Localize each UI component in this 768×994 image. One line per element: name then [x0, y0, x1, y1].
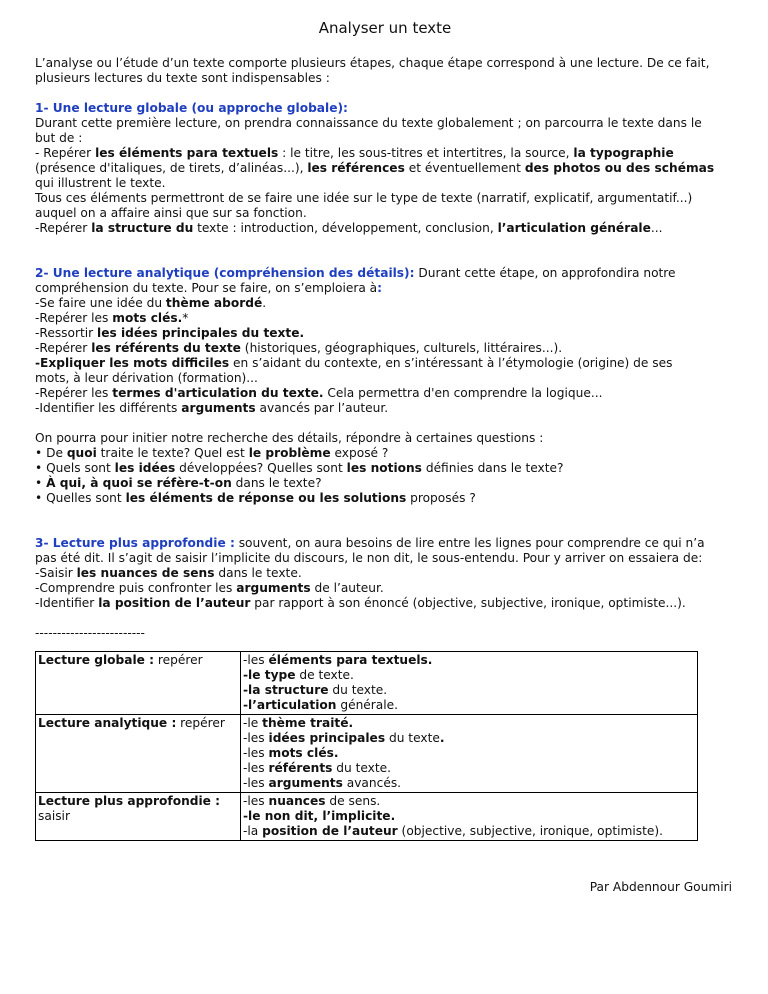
text-run: idées principales [268, 731, 386, 745]
text-run: . [262, 296, 267, 310]
text-run: en s’aidant du contexte, en s’intéressant à l’étymologie (origine) de ses [229, 356, 673, 370]
text-run: nuances [268, 794, 326, 808]
section-2-line [35, 296, 735, 311]
questions-intro: On pourra pour initier notre recherche des détails, répondre à certaines questions : [35, 431, 544, 445]
text-run: -les [243, 653, 269, 667]
text-run: par rapport à son énoncé (objective, subjective, ironique, optimiste...). [250, 596, 686, 610]
intro-line: L’analyse ou l’étude d’un texte comporte plusieurs étapes, chaque étape correspond à une lecture. De ce fait, [35, 56, 710, 70]
text-run: -Se faire une idée du [35, 296, 166, 310]
page-title: Analyser un texte [318, 19, 452, 37]
section-1-line: but de : [35, 131, 83, 145]
text-run: (présence d'italiques, de tirets, d’alinéas...), [35, 161, 308, 175]
text-run: -les [243, 776, 269, 790]
text-run: traite le texte? Quel est [96, 446, 249, 460]
table-item [243, 746, 695, 761]
table-item [243, 761, 695, 776]
section-1-line [35, 146, 735, 161]
text-run: les éléments de réponse ou les solutions [125, 491, 407, 505]
text-run: mots, à leur dérivation (formation)... [35, 371, 258, 385]
table-cell-reading-type [36, 793, 241, 841]
table-row [36, 652, 698, 715]
section-2-line [35, 371, 735, 386]
text-run: -Identifier [35, 596, 99, 610]
text-run: les éléments para textuels [95, 146, 279, 160]
text-run: repérer [154, 653, 203, 667]
text-run: avancés. [342, 776, 402, 790]
text-run: arguments [268, 776, 343, 790]
section-2-line [35, 341, 735, 356]
table-item [243, 776, 695, 791]
text-run: arguments [236, 581, 311, 595]
section-1-line [35, 161, 735, 176]
question-item [35, 446, 735, 461]
text-run: mots clés. [268, 746, 339, 760]
text-run: du texte. [332, 761, 392, 775]
text-run: la position de l’auteur [98, 596, 251, 610]
section-2-heading-rest: Durant cette étape, on approfondira notre [414, 266, 676, 280]
table-item [243, 668, 695, 683]
summary-table [35, 651, 698, 841]
table-item [243, 824, 695, 839]
text-run: dans le texte? [231, 476, 322, 490]
section-2-line [35, 311, 735, 326]
table-cell-items [241, 715, 698, 793]
text-run: développées? Quelles sont [175, 461, 347, 475]
table-cell-reading-type [36, 652, 241, 715]
section-3-line [35, 596, 735, 611]
section-3-heading-rest: souvent, on aura besoins de lire entre les lignes pour comprendre ce qui n’a [234, 536, 705, 550]
section-2-line [35, 281, 735, 296]
table-item [243, 809, 695, 824]
text-run: -le [243, 716, 263, 730]
text-run: Lecture globale : [38, 653, 155, 667]
table-cell-reading-type [36, 715, 241, 793]
text-run: (objective, subjective, ironique, optimiste). [397, 824, 664, 838]
table-row [36, 793, 698, 841]
text-run: -Repérer [35, 341, 92, 355]
text-run: : le titre, les sous-titres et intertitres, la source, [278, 146, 574, 160]
section-2-heading-line [35, 266, 735, 281]
text-run: position de l’auteur [262, 824, 398, 838]
text-run: des photos ou des schémas [524, 161, 715, 175]
table-item [243, 716, 695, 731]
text-run: arguments [181, 401, 256, 415]
section-2-list [35, 296, 735, 416]
text-run: et éventuellement [404, 161, 525, 175]
text-run: • De [35, 446, 67, 460]
text-run: -les [243, 761, 269, 775]
text-run: définies dans le texte? [421, 461, 564, 475]
text-run: . [439, 731, 445, 745]
section-3-heading: 3- Lecture plus approfondie : [35, 536, 235, 550]
section-2-line [35, 356, 735, 371]
signature: Par Abdennour Goumiri [589, 880, 732, 894]
text-run: du texte. [328, 683, 388, 697]
section-3-heading-line [35, 536, 735, 551]
text-run: thème traité. [262, 716, 354, 730]
question-item [35, 476, 735, 491]
section-1-line: auquel on a affaire ainsi que sur sa fonction. [35, 206, 307, 220]
text-run: Lecture analytique : [38, 716, 177, 730]
section-2-colon: : [377, 281, 383, 295]
text-run: -l’articulation [243, 698, 337, 712]
text-run: les idées [114, 461, 176, 475]
section-2-line [35, 326, 735, 341]
table-item [243, 731, 695, 746]
text-run: -les [243, 746, 269, 760]
section-1-heading: 1- Une lecture globale (ou approche globale): [35, 101, 348, 115]
text-run: proposés ? [406, 491, 476, 505]
table-item [243, 698, 695, 713]
text-run: -Comprendre puis confronter les [35, 581, 237, 595]
text-run: -Repérer [35, 221, 92, 235]
text-run: termes d'articulation du texte. [112, 386, 324, 400]
text-run: • [35, 476, 47, 490]
table-item [243, 794, 695, 809]
text-run: référents [268, 761, 333, 775]
question-item [35, 461, 735, 476]
text-run: (historiques, géographiques, culturels, littéraires...). [240, 341, 563, 355]
section-3-list [35, 551, 735, 611]
section-1-line: qui illustrent le texte. [35, 176, 166, 190]
table-cell-items [241, 793, 698, 841]
text-run: la structure du [91, 221, 194, 235]
text-run: repérer [176, 716, 225, 730]
document-page [35, 18, 735, 841]
intro-line: plusieurs lectures du texte sont indispensables : [35, 71, 330, 85]
text-run: * [182, 311, 189, 325]
section-2-line [35, 386, 735, 401]
table-row [36, 715, 698, 793]
text-run: dans le texte. [214, 566, 302, 580]
question-item [35, 491, 735, 506]
section-3-line [35, 566, 735, 581]
text-run: de l’auteur. [310, 581, 384, 595]
text-run: les notions [346, 461, 422, 475]
text-run: • Quels sont [35, 461, 115, 475]
section-3-line [35, 551, 735, 566]
text-run: éléments para textuels. [268, 653, 433, 667]
section-3-line [35, 581, 735, 596]
text-run: les idées principales du texte. [97, 326, 305, 340]
section-2-line-text: compréhension du texte. Pour se faire, on s’emploiera à [35, 281, 378, 295]
text-run: -la [243, 824, 263, 838]
questions-list [35, 446, 735, 506]
text-run: la typographie [573, 146, 674, 160]
text-run: mots clés. [112, 311, 183, 325]
text-run: quoi [66, 446, 97, 460]
text-run: les références [307, 161, 405, 175]
text-run: -Expliquer les mots difficiles [35, 356, 230, 370]
text-run: -Repérer les [35, 386, 113, 400]
text-run: -Identifier les différents [35, 401, 182, 415]
text-run: -les [243, 794, 269, 808]
section-1-line: Durant cette première lecture, on prendra connaissance du texte globalement ; on parcourra le texte dans le [35, 116, 702, 130]
table-item [243, 653, 695, 668]
table-cell-items [241, 652, 698, 715]
text-run: exposé ? [330, 446, 389, 460]
text-run: générale. [336, 698, 399, 712]
text-run: saisir [38, 809, 70, 823]
section-1-line: Tous ces éléments permettront de se faire une idée sur le type de texte (narratif, explicatif, argumentatif...) [35, 191, 693, 205]
section-2-heading: 2- Une lecture analytique (compréhension des détails): [35, 266, 415, 280]
text-run: -Repérer les [35, 311, 113, 325]
text-run: l’articulation générale [497, 221, 651, 235]
text-run: texte : introduction, développement, conclusion, [193, 221, 498, 235]
text-run: -la structure [243, 683, 329, 697]
text-run: -le type [243, 668, 296, 682]
section-1-line [35, 221, 735, 236]
text-run: - Repérer [35, 146, 96, 160]
text-run: le problème [248, 446, 331, 460]
text-run: -Saisir [35, 566, 77, 580]
text-run: -Ressortir [35, 326, 98, 340]
separator-line: ------------------------- [35, 626, 145, 640]
text-run: • Quelles sont [35, 491, 126, 505]
text-run: thème abordé [165, 296, 263, 310]
text-run: les référents du texte [91, 341, 241, 355]
text-run: pas été dit. Il s’agit de saisir l’implicite du discours, le non dit, le sous-entendu. Pour y arriver on essaiera de: [35, 551, 703, 565]
text-run: À qui, à quoi se réfère-t-on [46, 476, 232, 490]
text-run: avancés par l’auteur. [255, 401, 389, 415]
text-run: ... [650, 221, 663, 235]
text-run: de sens. [325, 794, 381, 808]
text-run: -les [243, 731, 269, 745]
text-run: les nuances de sens [76, 566, 215, 580]
text-run: Lecture plus approfondie : [38, 794, 221, 808]
text-run: du texte [385, 731, 440, 745]
section-2-line [35, 401, 735, 416]
table-item [243, 683, 695, 698]
text-run: -le non dit, l’implicite. [243, 809, 396, 823]
text-run: de texte. [295, 668, 354, 682]
text-run: Cela permettra d'en comprendre la logique... [323, 386, 603, 400]
